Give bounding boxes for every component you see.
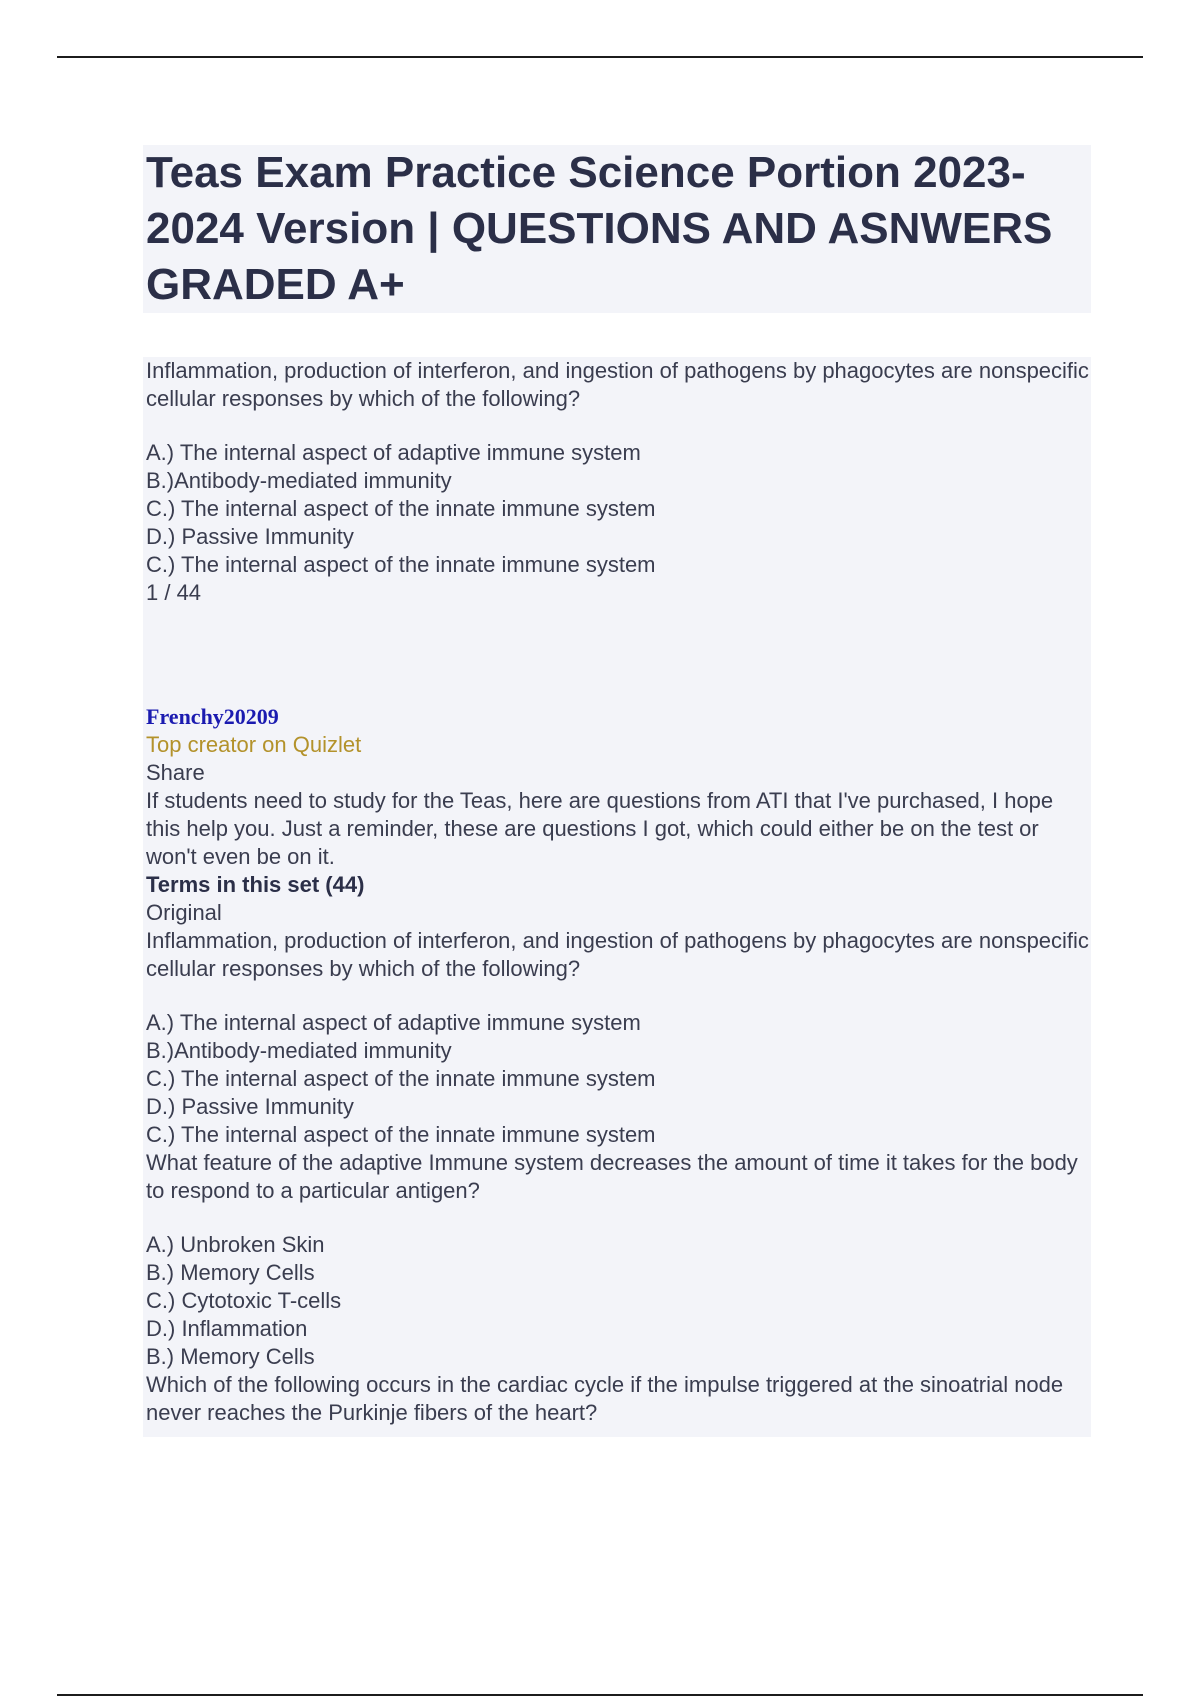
answer-text: B.) Memory Cells (146, 1344, 315, 1369)
question-text: Which of the following occurs in the cardiac cycle if the impulse triggered at the sinoatrial node never reaches the Purkinje fibers of the heart? (146, 1372, 1064, 1425)
author-block (146, 703, 1091, 927)
page-indicator: 1 / 44 (146, 580, 202, 605)
option-c: C.) The internal aspect of the innate immune system (146, 496, 656, 521)
option-d: D.) Passive Immunity (146, 1094, 354, 1119)
question-text: Inflammation, production of interferon, and ingestion of pathogens by phagocytes are nonspecific cellular responses by which of the following? (146, 928, 1089, 981)
option-a: A.) The internal aspect of adaptive immune system (146, 1010, 641, 1035)
option-b: B.) Memory Cells (146, 1260, 315, 1285)
option-a: A.) The internal aspect of adaptive immune system (146, 440, 641, 465)
document-title: Teas Exam Practice Science Portion 2023-2024 Version | QUESTIONS AND ASNWERS GRADED A+ (146, 148, 1053, 309)
flashcard-1 (146, 927, 1091, 1149)
sort-label[interactable]: Original (146, 900, 222, 925)
question-text: Inflammation, production of interferon, and ingestion of pathogens by phagocytes are nonspecific cellular responses by which of the following? (146, 358, 1089, 411)
option-a: A.) Unbroken Skin (146, 1232, 325, 1257)
document-body (146, 357, 1091, 1427)
flashcard-2 (146, 1149, 1091, 1371)
answer-text: C.) The internal aspect of the innate immune system (146, 552, 656, 577)
option-d: D.) Inflammation (146, 1316, 308, 1341)
option-c: C.) The internal aspect of the innate immune system (146, 1066, 656, 1091)
share-button[interactable]: Share (146, 760, 205, 785)
option-b: B.)Antibody-mediated immunity (146, 1038, 452, 1063)
question-text: What feature of the adaptive Immune system decreases the amount of time it takes for the body to respond to a particular antigen? (146, 1150, 1078, 1203)
option-b: B.)Antibody-mediated immunity (146, 468, 452, 493)
set-description: If students need to study for the Teas, here are questions from ATI that I've purchased, I hope this help you. Just a reminder, these are questions I got, which could either be on the test or won't even be on it. (146, 788, 1054, 869)
intro-question-block (146, 357, 1091, 607)
answer-text: C.) The internal aspect of the innate immune system (146, 1122, 656, 1147)
bottom-rule (57, 1694, 1143, 1696)
option-d: D.) Passive Immunity (146, 524, 354, 549)
flashcard-3 (146, 1371, 1091, 1427)
creator-badge: Top creator on Quizlet (146, 732, 362, 757)
author-name-link[interactable]: Frenchy20209 (146, 704, 279, 729)
terms-heading: Terms in this set (44) (146, 872, 365, 897)
option-c: C.) Cytotoxic T-cells (146, 1288, 342, 1313)
top-rule (57, 56, 1143, 58)
